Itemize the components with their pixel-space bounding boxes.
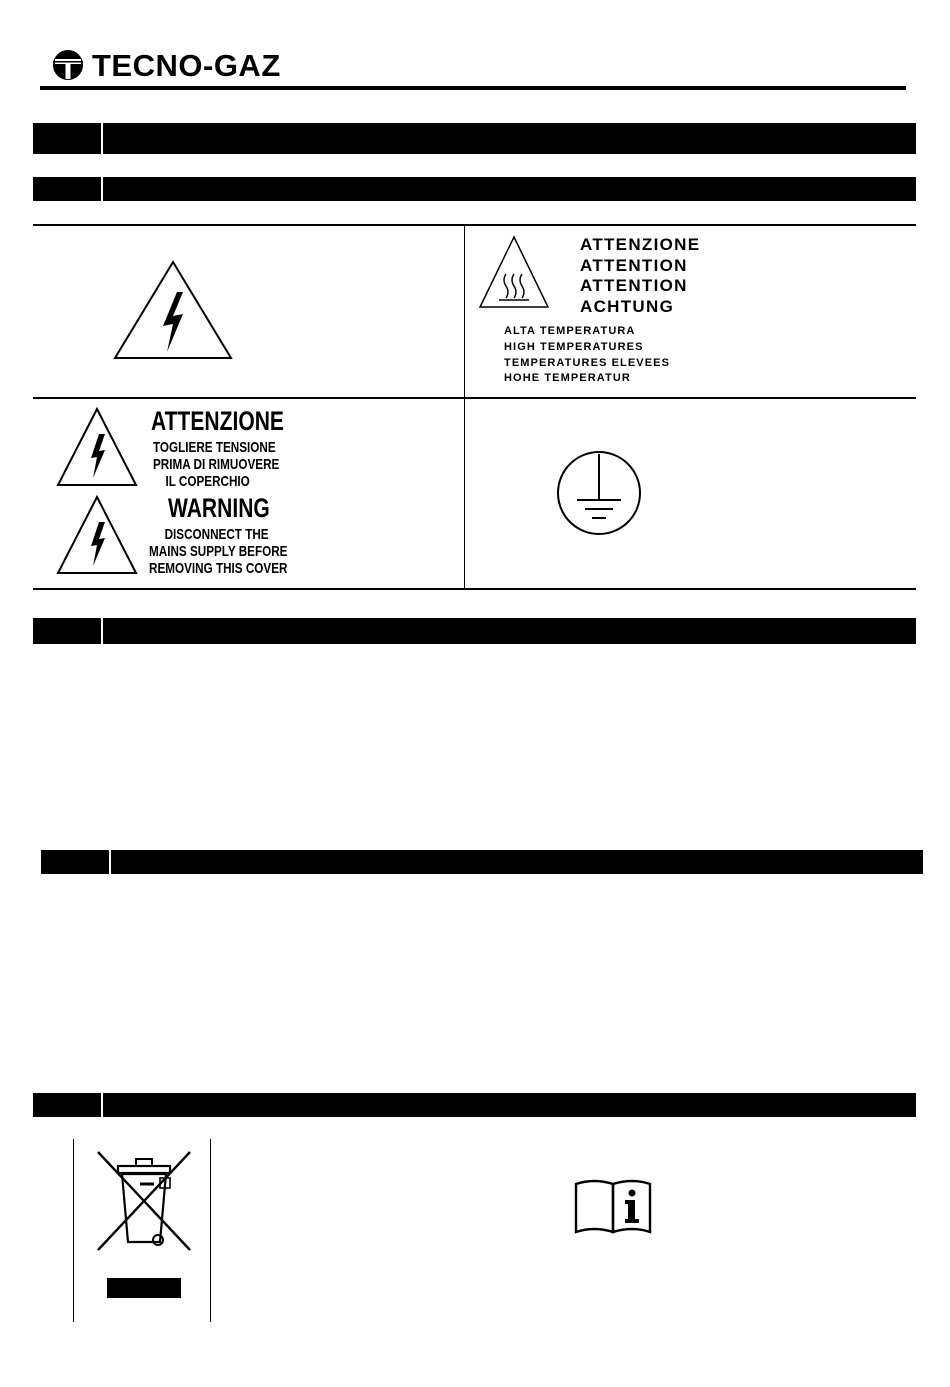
consult-instructions-icon — [573, 1176, 653, 1234]
table-rule — [33, 224, 916, 226]
table-rule — [33, 588, 916, 590]
cover-warning-lines-en — [149, 526, 287, 577]
high-voltage-warning-icon — [55, 494, 139, 576]
section-number-cell — [33, 1093, 103, 1117]
section-bar-1 — [33, 123, 916, 154]
table-rule — [33, 397, 916, 399]
heading-it: ATTENZIONE — [580, 235, 701, 254]
table-column-divider — [464, 224, 465, 590]
line-en: HIGH TEMPERATURES — [504, 340, 644, 353]
heading-fr: ATTENTION — [580, 276, 688, 295]
cover-line-it: TOGLIERE TENSIONE — [153, 439, 276, 456]
cover-warning-title-it: ATTENZIONE — [151, 406, 284, 436]
header-divider — [40, 86, 906, 90]
line-it: ALTA TEMPERATURA — [504, 325, 636, 337]
section-number-cell — [33, 123, 103, 154]
cover-warning-title-en: WARNING — [168, 493, 270, 523]
cover-line-it: PRIMA DI RIMUOVERE — [153, 456, 280, 473]
hot-surface-headings — [580, 235, 700, 317]
weee-frame-line — [73, 1139, 74, 1322]
section-bar-5 — [33, 1093, 916, 1117]
crossed-out-bin-icon — [94, 1146, 194, 1302]
hot-surface-lines — [504, 324, 670, 387]
section-number-cell — [33, 177, 103, 201]
heading-de: ACHTUNG — [580, 296, 675, 316]
line-fr: TEMPERATURES ELEVEES — [504, 356, 671, 369]
safety-symbols-table — [33, 224, 916, 590]
brand-logo — [52, 46, 281, 84]
cover-line-en: DISCONNECT THE — [164, 526, 269, 543]
protective-earth-icon — [554, 448, 644, 538]
cover-line-en: REMOVING THIS COVER — [149, 560, 288, 577]
line-de: HOHE TEMPERATUR — [504, 372, 631, 385]
section-bar-3 — [33, 618, 916, 644]
high-voltage-warning-icon — [111, 258, 235, 362]
section-bar-2 — [33, 177, 916, 201]
section-number-cell — [33, 618, 103, 644]
cover-warning-lines-it — [153, 439, 279, 490]
high-voltage-warning-icon — [55, 406, 139, 488]
brand-name: TECNO-GAZ — [92, 47, 281, 83]
section-number-cell — [41, 850, 111, 874]
section-bar-4 — [41, 850, 923, 874]
weee-frame-line — [210, 1139, 211, 1322]
heading-en: ATTENTION — [580, 255, 688, 275]
cover-line-en: MAINS SUPPLY BEFORE — [149, 543, 288, 560]
tecno-gaz-logo-icon — [52, 49, 84, 81]
hot-surface-warning-icon — [477, 234, 551, 310]
cover-line-it: IL COPERCHIO — [165, 473, 250, 490]
